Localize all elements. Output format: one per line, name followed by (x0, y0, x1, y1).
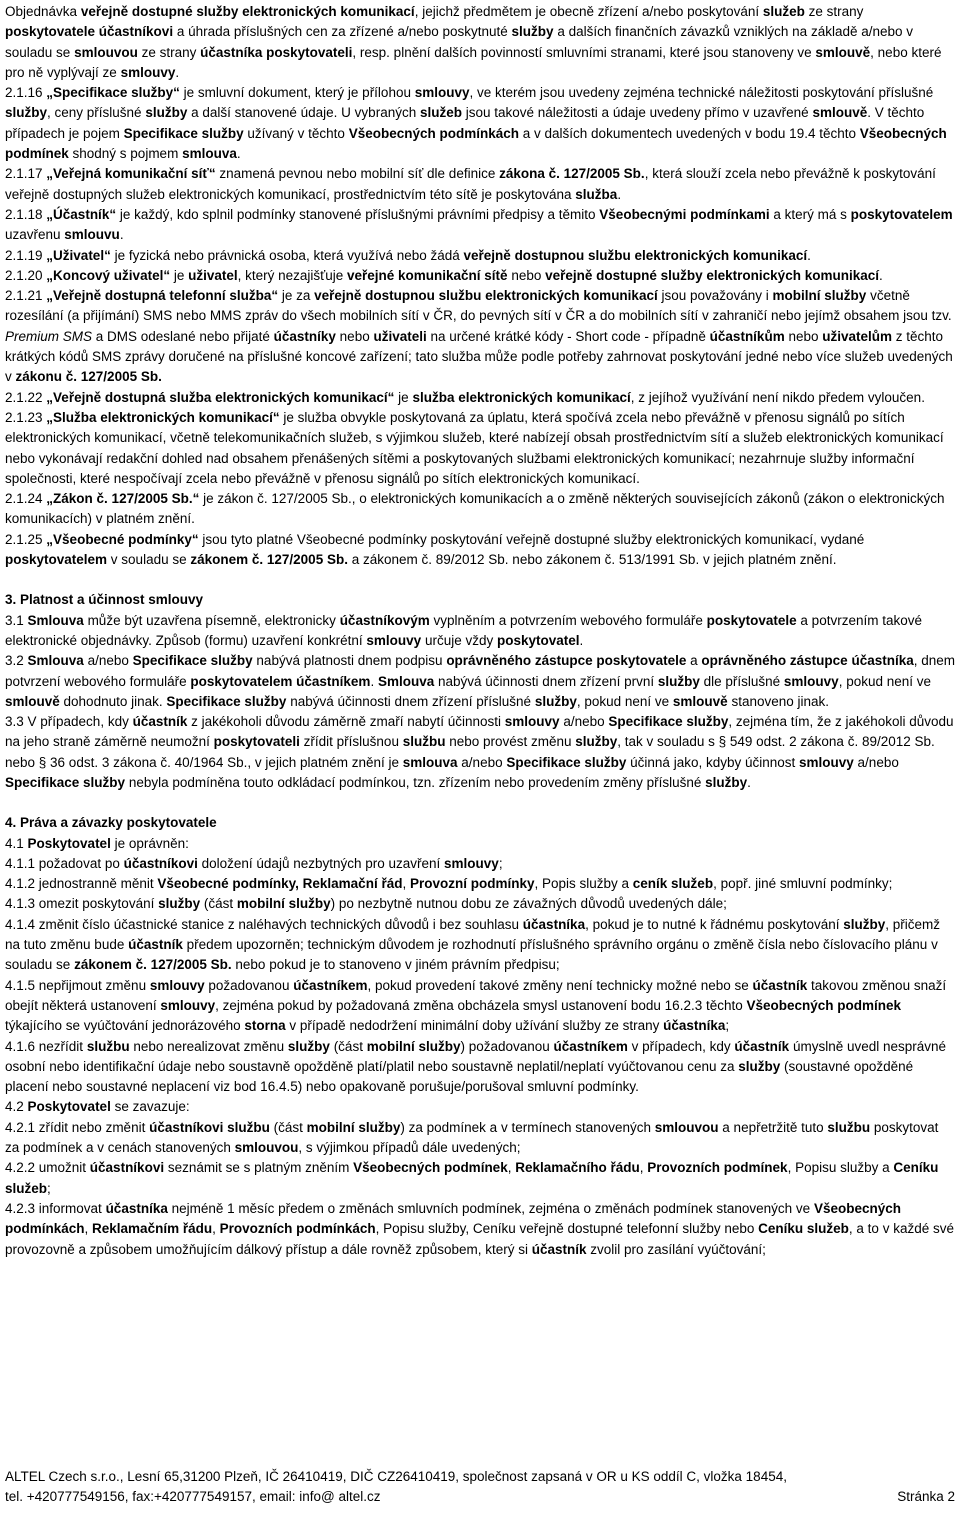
text-run: službu (86, 1038, 130, 1054)
text-run: účastníkem (293, 977, 368, 993)
text-run: , dnem potvrzení webového formuláře (5, 653, 956, 689)
text-run: 2.1.23 (5, 409, 47, 425)
text-run: 2.1.21 (5, 288, 47, 304)
text-run: 4.1 (5, 835, 28, 851)
text-run: . (175, 64, 180, 80)
text-run: požadovanou (204, 977, 294, 993)
text-run: a který má s (769, 206, 851, 222)
text-run: Smlouva (377, 673, 435, 689)
text-run: služby (705, 774, 748, 790)
text-run: ze strany (137, 44, 201, 60)
text-run: zákonem č. 127/2005 Sb. (190, 552, 348, 568)
text-run: , (507, 1160, 516, 1176)
text-run: nebyla podmíněna touto odkládací podmínkou, tzn. zřízením nebo provedením změny příslušné (125, 774, 706, 790)
text-run: , pokud je to nutné k řádnému poskytování (585, 916, 844, 932)
text-run: poskytovat za podmínek a v cenách stanovených (5, 1119, 939, 1156)
text-run: Smlouva (27, 653, 84, 669)
text-run: je fyzická nebo právnická osoba, která využívá nebo žádá (110, 247, 464, 263)
text-run: „Služba elektronických komunikací“ (46, 409, 280, 425)
text-run: služby (145, 105, 188, 121)
text-run: účastníka (663, 1018, 726, 1034)
text-run: Provozních podmínek (647, 1160, 788, 1176)
text-run: smlouvy (160, 997, 216, 1013)
text-run: , (84, 1221, 93, 1237)
text-run: 3.1 (5, 612, 28, 628)
text-run: oprávněného zástupce účastníka (701, 653, 914, 669)
text-run: seznámit se s platným zněním (164, 1160, 354, 1176)
text-run: je (170, 267, 189, 283)
text-run: smlouvě (5, 693, 60, 709)
paragraph (5, 530, 955, 571)
text-run: shodný s pojmem (68, 146, 183, 162)
text-run: služby (534, 693, 577, 709)
text-run: zákonem č. 127/2005 Sb. (74, 957, 232, 973)
text-run: „Uživatel“ (46, 247, 111, 263)
text-run: a/nebo (83, 653, 133, 669)
text-run: 2.1.17 (5, 166, 47, 182)
text-run: jsou tyto platné Všeobecné podmínky poskytování veřejně dostupné služby elektronických komunikací, vydané (198, 531, 865, 547)
text-run: je služba obvykle poskytovaná za úplatu, která spočívá zcela nebo převážně v přenosu signálů po sítích elektronických komunikací, včetně telekomunikačních služeb, s výjimkou služeb, které nabízejí obsah prostřednictvím sítí a služeb elektronických komunikací nebo vykonávají redakční dohled nad obsahem přenášených sítěmi a poskytovaných službami elektronických komunikací; nezahrnuje služby informační společnosti, které nespočívají zcela nebo převážně v přenosu signálů po sítích elektronických komunikací. (5, 409, 944, 486)
text-run: nebo provést změnu (445, 734, 576, 750)
text-run: 4.1.2 jednostranně měnit (5, 876, 158, 892)
text-run: „Specifikace služby“ (46, 85, 180, 101)
text-run: služba (575, 186, 618, 202)
text-run: uzavřenu (5, 227, 65, 243)
footer-contact: tel. +420777549156, fax:+420777549157, email: info@ altel.cz (5, 1489, 381, 1505)
text-run: . (747, 774, 751, 790)
text-run: veřejně dostupné služby elektronických komunikací (545, 267, 879, 283)
text-run: Ceníku služeb (758, 1221, 849, 1237)
text-run: Premium SMS (5, 328, 93, 344)
text-run: ) za podmínek a v termínech stanovených (400, 1119, 655, 1135)
section-heading (5, 813, 955, 833)
text-run: 4.1.5 nepřijmout změnu (5, 977, 150, 993)
text-run: se zavazuje: (110, 1099, 190, 1115)
paragraph (5, 834, 955, 854)
paragraph-gap (5, 793, 955, 813)
text-run: uživateli (373, 328, 427, 344)
text-run: , jejichž předmětem je obecně zřízení a/nebo poskytování (414, 4, 763, 19)
text-run: službu (827, 1119, 871, 1135)
text-run: . (617, 186, 622, 202)
text-run: je (394, 389, 413, 405)
paragraph (5, 83, 955, 164)
text-run: vyplněním a potvrzením webového formuláře (429, 612, 707, 628)
text-run: smlouvy (366, 632, 422, 648)
text-run: Všeobecných podmínkách (348, 125, 520, 141)
text-run: účastník (128, 937, 183, 953)
text-run: mobilní služby (772, 288, 867, 304)
text-run: je zákon č. 127/2005 Sb., o elektronických komunikacích a o změně některých souvisejících zákonů (zákon o elektronických komunikacích) v platném znění. (5, 491, 945, 527)
text-run: oprávněného zástupce poskytovatele (446, 653, 687, 669)
text-run: smlouvy (120, 64, 176, 80)
text-run: smlouvy (783, 673, 839, 689)
text-run: , a to v každé své provozovně a způsobem umožňujícím dálkový přístup a dále rovněž způsobem, který si (5, 1221, 954, 1257)
text-run: včetně rozesílání (a přijímání) SMS nebo MMS zpráv do všech mobilních sítí v ČR, do pevných sítí v ČR a do mobilních sítí v zahraničí nebo jejímž obsahem jsou tzv. (5, 288, 952, 324)
text-run: „Veřejně dostupná telefonní služba“ (46, 288, 279, 304)
paragraph (5, 266, 955, 286)
text-run: mobilní služby (236, 896, 331, 912)
text-run: předem upozorněn; technickým důvodem je rozhodnutí příslušného správního orgánu o změně čísla nebo číslovacího plánu v souladu se (5, 937, 938, 973)
text-run: , která slouží zcela nebo převážně k poskytování veřejně dostupných služeb elektronických komunikací, prostřednictvím této sítě je poskytována (5, 166, 936, 202)
text-run: a/nebo (559, 714, 609, 730)
text-run: účastník (531, 1241, 587, 1257)
text-run: smlouva (182, 146, 237, 162)
text-run: služby (158, 896, 201, 912)
text-run: 3.2 (5, 653, 28, 669)
text-run: Poskytovatel (27, 835, 111, 851)
text-run: nebo (335, 328, 374, 344)
text-run: veřejně dostupnou službu elektronických komunikací (463, 247, 808, 263)
text-run: Všeobecných podmínek (353, 1160, 508, 1176)
text-run: jsou takové náležitosti a údaje uvedeny přímo v uzavřené (461, 105, 813, 121)
text-run: , nebo které pro ně vyplývají ze (5, 44, 942, 80)
text-run: dle příslušné (699, 673, 784, 689)
text-run: , pokud není ve (838, 673, 932, 689)
text-run: uživatel (188, 267, 238, 283)
text-run: služeb (762, 4, 805, 19)
text-run: , ve kterém jsou uvedeny zejména technické náležitosti poskytování příslušné (469, 85, 934, 101)
section-heading (5, 590, 955, 610)
text-run: účastníkem (553, 1038, 628, 1054)
text-run: služby (657, 673, 700, 689)
text-run: znamená pevnou nebo mobilní síť dle definice (215, 166, 500, 182)
paragraph (5, 246, 955, 266)
text-run: Reklamačního řádu (515, 1160, 640, 1176)
text-run: uživatelům (822, 328, 893, 344)
text-run: služeb (419, 105, 462, 121)
text-run: smlouvě (672, 693, 728, 709)
text-run: Smlouva (27, 612, 84, 628)
text-run: stanoveno jinak. (727, 693, 830, 709)
text-run: , přičemž na tuto změnu bude (5, 916, 941, 953)
paragraph (5, 1097, 955, 1117)
text-run: 3. Platnost a účinnost smlouvy (5, 592, 204, 608)
paragraph (5, 2, 955, 83)
text-run: v případech, kdy (627, 1038, 735, 1054)
text-run: a/nebo (853, 754, 899, 770)
text-run: zvolil pro zasílání vyúčtování; (586, 1241, 766, 1257)
text-run: . (119, 227, 124, 243)
paragraph (5, 408, 955, 489)
text-run: účastníkovi (123, 855, 198, 871)
text-run: „Veřejně dostupná služba elektronických komunikací“ (46, 389, 395, 405)
text-run: (část (200, 896, 237, 912)
text-run: , který nezajišťuje (237, 267, 347, 283)
document-body (5, 2, 955, 1260)
text-run: a/nebo (457, 754, 507, 770)
text-run: nebo nerealizovat změnu (129, 1038, 288, 1054)
text-run: nabývá účinnosti dnem zřízení první (434, 673, 658, 689)
paragraph (5, 1037, 955, 1098)
paragraph-gap (5, 570, 955, 590)
text-run: a nepřetržitě tuto (718, 1119, 828, 1135)
text-run: nabývá platnosti dnem podpisu (252, 653, 447, 669)
paragraph (5, 651, 955, 712)
text-run: Specifikace služby (132, 653, 253, 669)
footer-company: ALTEL Czech s.r.o., Lesní 65,31200 Plzeň, IČ 26410419, DIČ CZ26410419, společnost zapsaná v OR u KS oddíl C, vložka 18454, (5, 1469, 787, 1484)
text-run: účastníka (105, 1200, 168, 1216)
text-run: účastník (132, 714, 188, 730)
text-run: nebo pokud je to stanoveno v jiném právním předpisu; (231, 957, 560, 973)
text-run: smlouvou (74, 44, 138, 60)
text-run: Specifikace služby (506, 754, 627, 770)
text-run: (část (269, 1119, 307, 1135)
text-run: . (370, 673, 378, 689)
text-run: 4.1.6 nezřídit (5, 1038, 87, 1054)
paragraph (5, 712, 955, 793)
text-run: účastníkovým (339, 612, 430, 628)
text-run: smlouvu (64, 227, 120, 243)
text-run: ) po nezbytně nutnou dobu ze závažných důvodů uvedených dále; (330, 896, 727, 912)
text-run: . (878, 267, 883, 283)
text-run: Všeobecných podmínkách (5, 1200, 901, 1237)
text-run: poskytovatele (706, 612, 797, 628)
text-run: služby (843, 916, 886, 932)
text-run: , (402, 876, 410, 892)
text-run: , tak v souladu s § 549 odst. 2 zákona č. 89/2012 Sb. nebo § 36 odst. 3 zákona č. 40/1964 Sb., v jejich platném znění je (5, 734, 935, 770)
text-run: a dalších finančních závazků vzniklých na základě a/nebo v souladu se (5, 24, 914, 60)
text-run: ceník služeb (632, 876, 714, 892)
text-run: Specifikace služby (166, 693, 287, 709)
text-run: v souladu se (107, 552, 191, 568)
text-run: a úhrada příslušných cen za zřízené a/nebo poskytnuté (173, 24, 512, 40)
text-run: „Účastník“ (46, 206, 117, 222)
text-run: Provozní podmínky (409, 876, 535, 892)
paragraph (5, 388, 955, 408)
text-run: nebo (784, 328, 823, 344)
text-run: je za (278, 288, 315, 304)
text-run: 4. Práva a závazky poskytovatele (5, 815, 217, 831)
text-run: služby (5, 105, 48, 121)
text-run: ze strany (804, 4, 864, 19)
text-run: smlouvě (812, 105, 868, 121)
text-run: účastník (752, 977, 808, 993)
text-run: účastníkům (709, 328, 785, 344)
text-run: dohodnuto jinak. (59, 693, 167, 709)
text-run: smlouvy (799, 754, 854, 770)
text-run: a v dalších dokumentech uvedených v bodu 19.4 těchto (519, 125, 860, 141)
text-run: veřejně dostupné služby elektronických komunikací (80, 4, 415, 19)
text-run: služby (738, 1058, 781, 1074)
text-run: účinná jako, kdyby účinnost (626, 754, 800, 770)
text-run: , (639, 1160, 648, 1176)
text-run: Provozních podmínkách (219, 1221, 376, 1237)
text-run: Poskytovatel (27, 1099, 111, 1115)
text-run: smlouvy (444, 855, 499, 871)
text-run: , Popis služby a (534, 876, 633, 892)
text-run: 4.1.3 omezit poskytování (5, 896, 159, 912)
paragraph (5, 1118, 955, 1159)
text-run: Všeobecné podmínky, Reklamační řád (157, 876, 403, 892)
text-run: služba elektronických komunikací (412, 389, 631, 405)
text-run: Všeobecnými podmínkami (599, 206, 770, 222)
text-run: na určené krátké kódy - Short code - případně (426, 328, 710, 344)
text-run: veřejně dostupnou službu elektronických komunikací (314, 288, 658, 304)
text-run: „Koncový uživatel“ (46, 267, 171, 283)
text-run: , s výjimkou případů dále uvedených; (298, 1140, 521, 1156)
text-run: smlouvy (414, 85, 470, 101)
paragraph (5, 286, 955, 387)
text-run: , Popisu služby, Ceníku veřejně dostupné telefonní služby nebo (375, 1221, 759, 1237)
text-run: poskytovatelem účastníkem (190, 673, 371, 689)
page-number: Stránka 2 (897, 1489, 955, 1505)
text-run: , (212, 1221, 220, 1237)
text-run: službu (402, 734, 446, 750)
paragraph (5, 1158, 955, 1199)
text-run: účastníka (522, 916, 586, 932)
text-run: účastníka poskytovateli (200, 44, 353, 60)
text-run: , popř. jiné smluvní podmínky; (713, 876, 893, 892)
text-run: poskytovatele účastníkovi (5, 24, 174, 40)
text-run: z těchto krátkých kódů SMS zprávy doručené na příslušné koncové zařízení; tato služba může podle potřeby zahrnovat poskytování jedné nebo více služeb uvedených v (5, 328, 953, 385)
text-run: účastníkovi službu (149, 1119, 270, 1135)
text-run: jsou považovány i (657, 288, 773, 304)
text-run: a potvrzením takové elektronické objednávky. Způsob (formu) uzavření konkrétní (5, 612, 922, 648)
text-run: , zejména tím, že z jakéhokoli důvodu na jeho straně záměrně neumožní (5, 714, 954, 750)
text-run: zákona č. 127/2005 Sb. (499, 166, 645, 182)
text-run: a (686, 653, 702, 669)
text-run: 4.1.1 požadovat po (5, 855, 124, 871)
text-run: veřejné komunikační sítě (346, 267, 508, 283)
text-run: , zejména pokud by požadovaná změna obcházela smysl ustanovení bodu 16.2.3 těchto (215, 997, 747, 1013)
text-run: je smluvní dokument, který je přílohou (179, 85, 415, 101)
text-run: 4.2 (5, 1099, 28, 1115)
paragraph (5, 489, 955, 530)
text-run: . (236, 146, 241, 162)
text-run: smlouvě (815, 44, 871, 60)
text-run: 4.1.4 změnit číslo účastnické stanice z naléhavých technických důvodů i bez souhlasu (5, 916, 523, 932)
text-run: , Popisu služby a (787, 1160, 894, 1176)
text-run: „Všeobecné podmínky“ (46, 531, 199, 547)
paragraph (5, 894, 955, 914)
text-run: smlouvy (149, 977, 205, 993)
text-run: 2.1.20 (5, 267, 47, 283)
text-run: poskytovatel (496, 632, 580, 648)
text-run: , ceny příslušné (47, 105, 146, 121)
text-run: poskytovateli (213, 734, 300, 750)
text-run: smlouva (402, 754, 458, 770)
text-run: 2.1.18 (5, 206, 47, 222)
text-run: určuje vždy (421, 632, 497, 648)
text-run: (soustavné opožděné placení nebo soustavné neplacení viz bod 16.4.5) nebo opakovaně porušuje/porušoval smluvní podmínky. (5, 1058, 914, 1095)
text-run: takovou změnou snaží obejít některá ustanovení (5, 977, 947, 1013)
text-run: zákonu č. 127/2005 Sb. (15, 369, 162, 385)
text-run: je oprávněn: (110, 835, 189, 851)
text-run: ; (498, 855, 503, 871)
text-run: 4.2.3 informovat (5, 1200, 106, 1216)
text-run: a zákonem č. 89/2012 Sb. nebo zákonem č. 513/1991 Sb. v jejich platném znění. (347, 552, 837, 568)
paragraph (5, 874, 955, 894)
text-run: smlouvou (654, 1119, 719, 1135)
text-run: smlouvy (504, 714, 560, 730)
text-run: nabývá účinnosti dnem zřízení příslušné (286, 693, 535, 709)
text-run: , resp. plnění dalších povinností smluvními stranami, které jsou stanoveny ve (352, 44, 816, 60)
text-run: Specifikace služby (123, 125, 244, 141)
text-run: smlouvou (234, 1140, 299, 1156)
text-run: 2.1.25 (5, 531, 47, 547)
text-run: , pokud provedení takové změny není technicky možné nebo se (367, 977, 753, 993)
text-run: služby (511, 24, 554, 40)
text-run: a DMS odeslané nebo přijaté (92, 328, 274, 344)
text-run: Specifikace služby (608, 714, 729, 730)
paragraph (5, 976, 955, 1037)
text-run: poskytovatelem (850, 206, 953, 222)
text-run: úmyslně uvedl nesprávné osobní nebo identifikační údaje nebo soustavně opožděně platí/platil nebo soustavně neplatil/neplatí vyúčtovanou cenu za (5, 1038, 947, 1074)
text-run: , z jejíhož využívání není nikdo předem vyloučen. (630, 389, 925, 405)
text-run: , pokud není ve (576, 693, 673, 709)
text-run: . (579, 632, 584, 648)
text-run: Ceníku služeb (5, 1160, 939, 1196)
text-run: 3.3 V případech, kdy (5, 714, 133, 730)
text-run: Objednávka (5, 4, 81, 19)
text-run: 4.2.1 zřídit nebo změnit (5, 1119, 150, 1135)
text-run: zřídit příslušnou (299, 734, 403, 750)
text-run: užívaný v těchto (243, 125, 349, 141)
text-run: poskytovatelem (5, 552, 108, 568)
text-run: v případě nedodržení minimální doby užívání služby ze strany (285, 1018, 664, 1034)
text-run: ; (725, 1018, 730, 1034)
text-run: 2.1.24 (5, 491, 47, 507)
text-run: a další stanovené údaje. U vybraných (187, 105, 420, 121)
paragraph (5, 854, 955, 874)
text-run: služby (575, 734, 618, 750)
text-run: je každý, kdo splnil podmínky stanovené příslušnými právními předpisy a těmito (116, 206, 600, 222)
paragraph (5, 915, 955, 976)
text-run: účastník (734, 1038, 790, 1054)
paragraph (5, 205, 955, 246)
text-run: může být uzavřena písemně, elektronicky (83, 612, 340, 628)
text-run: týkajícího se vyúčtování jednorázového (5, 1018, 245, 1034)
text-run: Všeobecných podmínek (5, 125, 947, 162)
text-run: Reklamačním řádu (92, 1221, 213, 1237)
paragraph (5, 611, 955, 652)
text-run: doložení údajů nezbytných pro uzavření (197, 855, 445, 871)
text-run: nejméně 1 měsíc předem o změnách smluvních podmínek, zejména o změnách podmínek stanovených ve (167, 1200, 814, 1216)
text-run: Všeobecných podmínek (746, 997, 902, 1013)
text-run: nebo (507, 267, 546, 283)
text-run: . V těchto případech je pojem (5, 105, 925, 141)
text-run: 2.1.16 (5, 85, 47, 101)
text-run: 2.1.19 (5, 247, 47, 263)
text-run: ; (47, 1180, 51, 1196)
text-run: účastníkovi (89, 1160, 165, 1176)
text-run: storna (244, 1018, 286, 1034)
text-run: Specifikace služby (5, 774, 126, 790)
text-run: z jakékoholi důvodu záměrně zmaří nabytí účinnosti (187, 714, 505, 730)
paragraph (5, 1199, 955, 1260)
text-run: . (807, 247, 811, 263)
text-run: „Zákon č. 127/2005 Sb.“ (46, 491, 200, 507)
text-run: 2.1.22 (5, 389, 47, 405)
text-run: služby (287, 1038, 330, 1054)
text-run: 4.2.2 umožnit (5, 1160, 90, 1176)
text-run: „Veřejná komunikační síť“ (46, 166, 216, 182)
text-run: ) požadovanou (460, 1038, 554, 1054)
text-run: mobilní služby (306, 1119, 401, 1135)
text-run: mobilní služby (366, 1038, 461, 1054)
text-run: (část (329, 1038, 367, 1054)
page-footer (5, 1467, 955, 1508)
text-run: účastníky (273, 328, 336, 344)
paragraph (5, 164, 955, 205)
